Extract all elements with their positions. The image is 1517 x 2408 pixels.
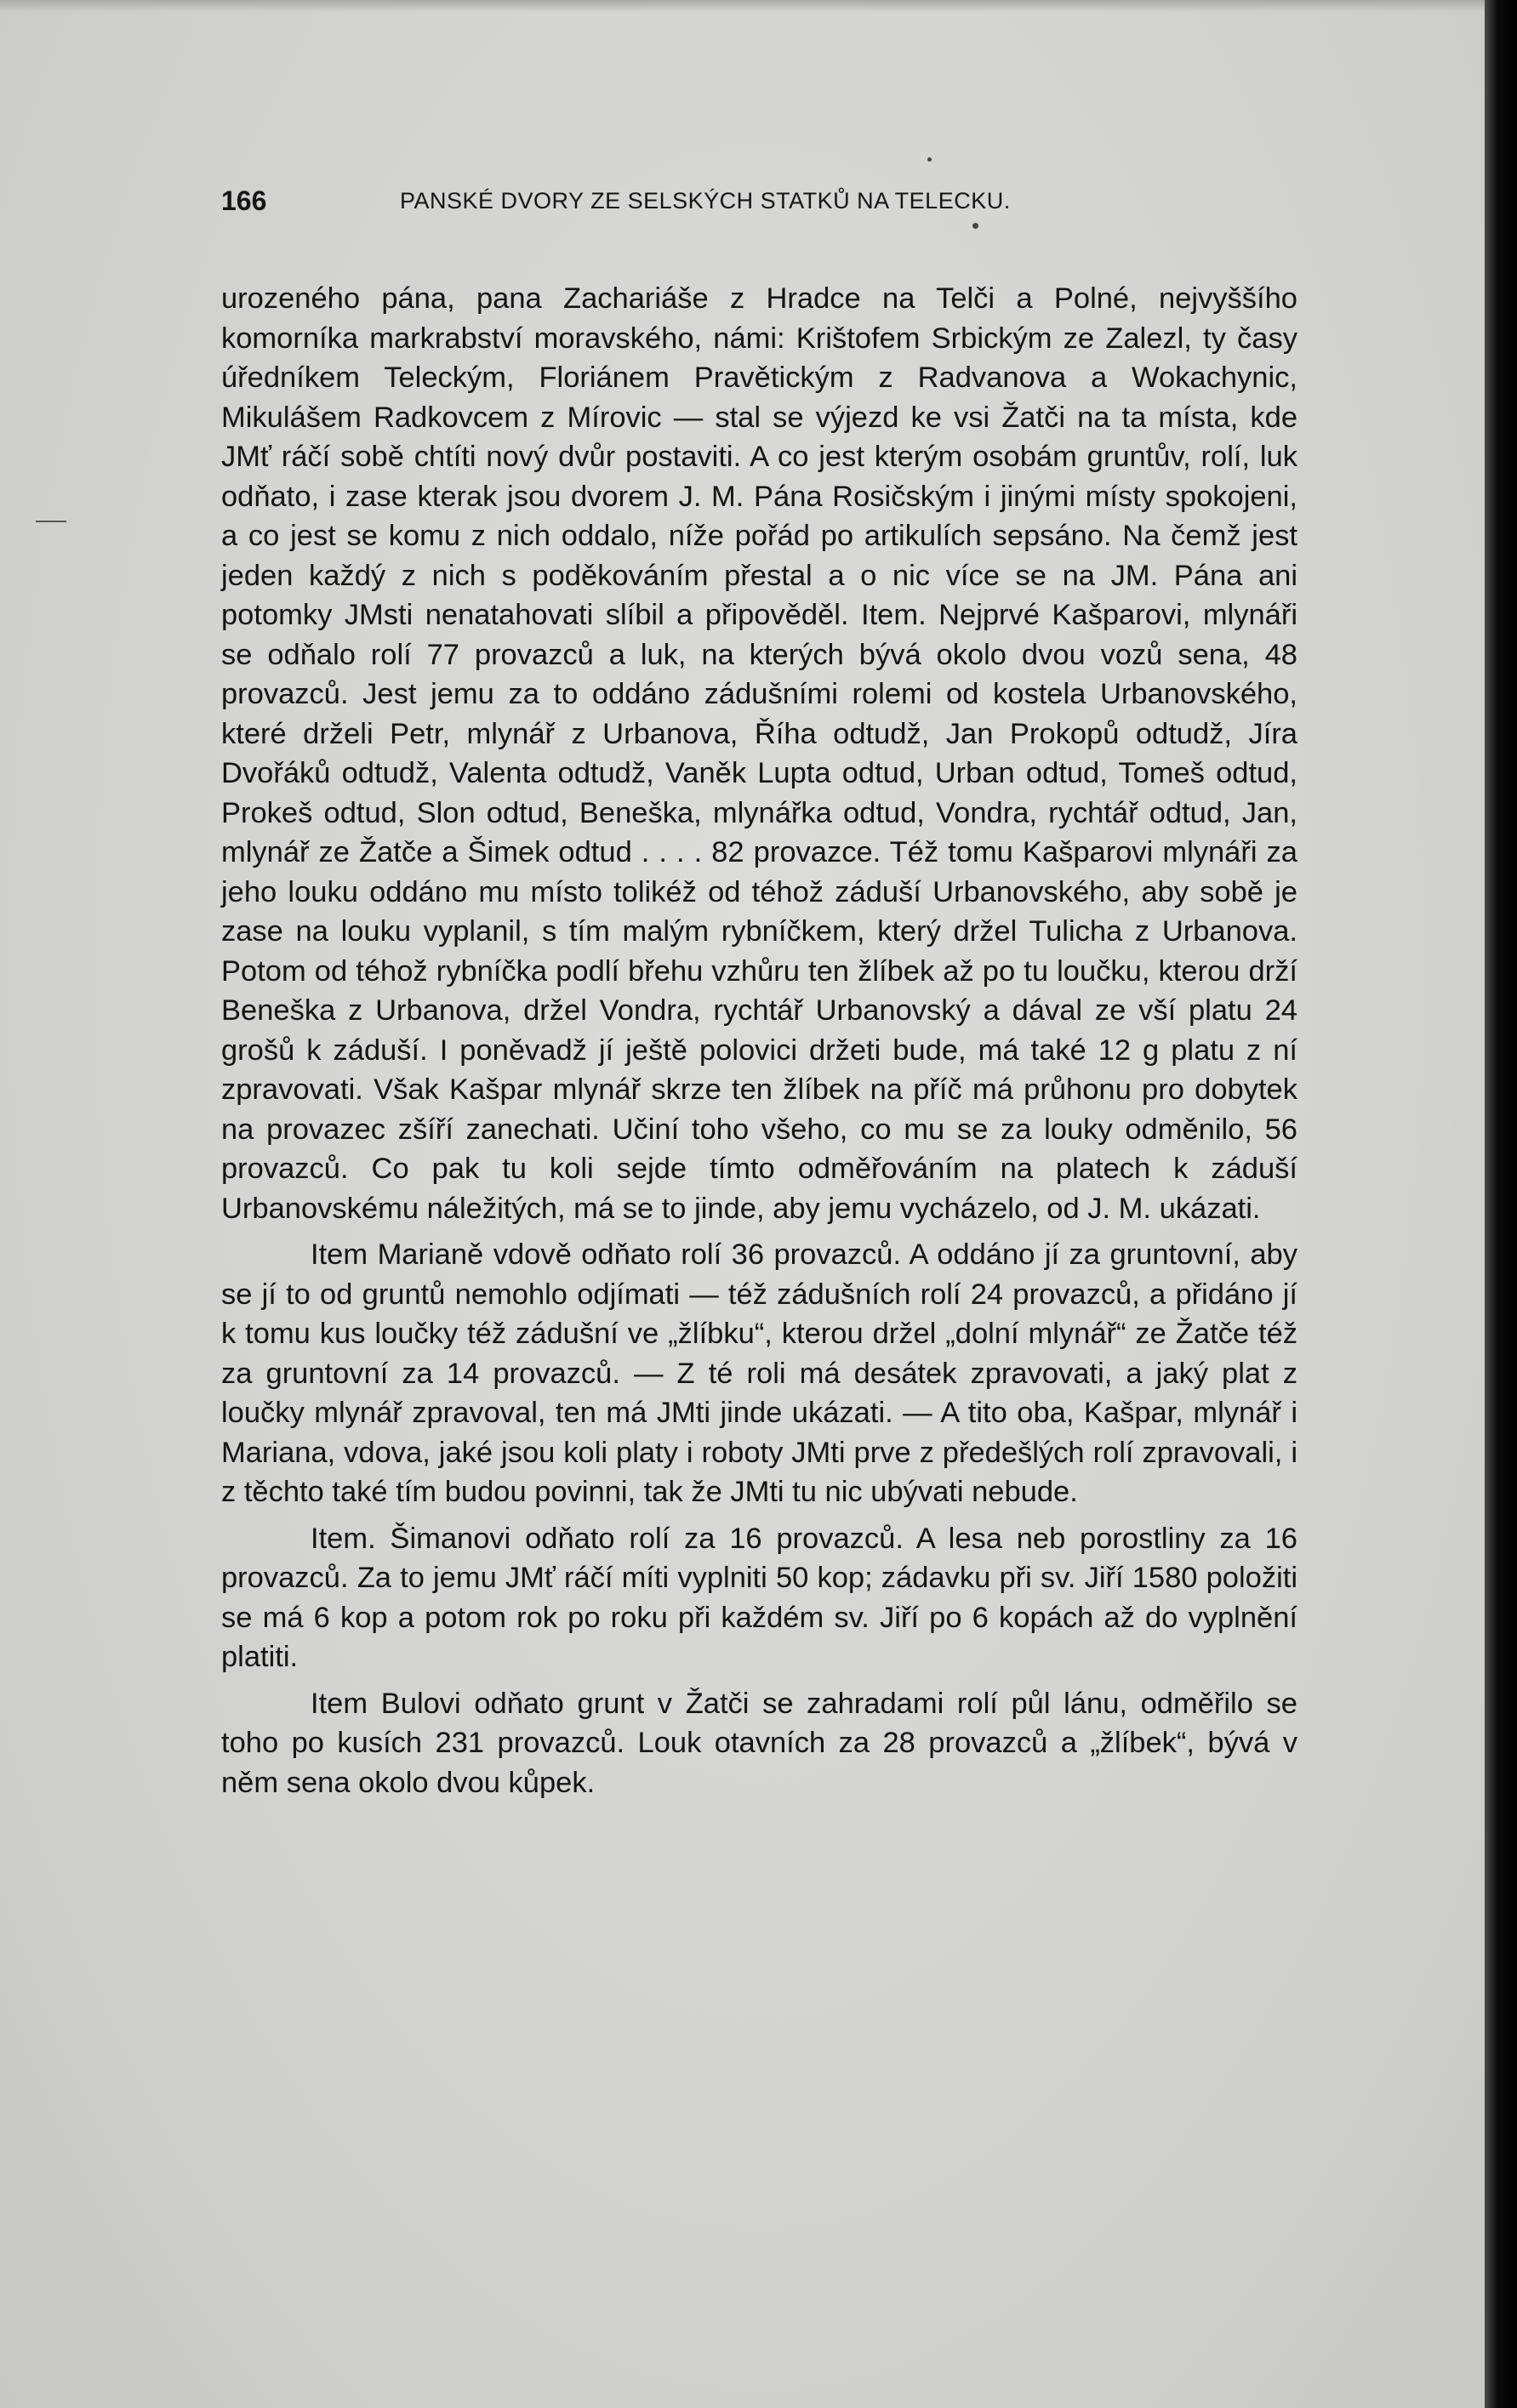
speck [927, 157, 932, 162]
running-title: PANSKÉ DVORY ZE SELSKÝCH STATKŮ NA TELECKU. [400, 188, 1011, 213]
paragraph-1: urozeného pána, pana Zachariáše z Hradce na Telči a Polné, nejvyššího komorníka markrabství moravského, námi: Krištofem Srbickým ze Zalezl, ty časy úředníkem Teleckým, Floriánem Pravětickým z Radvanova a Wokachynic, Mikulášem Radkovcem z Mírovic — stal se výjezd ke vsi Žatči na ta místa, kde JMť ráčí sobě chtíti nový dvůr postaviti. A co jest kterým osobám gruntův, rolí, luk odňato, i zase kterak jsou dvorem J. M. Pána Rosičským i jinými místy spokojeni, a co jest se komu z nich oddalo, níže pořád po artikulích sepsáno. Na čemž jest jeden každý z nich s poděkováním přestal a o nic více se na JM. Pána ani potomky JMsti nenatahovati slíbil a připověděl. Item. Nejprvé Kašparovi, mlynáři se odňalo rolí 77 provazců a luk, na kterých bývá okolo dvou vozů sena, 48 provazců. Jest jemu za to oddáno zádušními rolemi od kostela Urbanovského, které drželi Petr, mlynář z Urbanova, Říha odtudž, Jan Prokopů odtudž, Jíra Dvořáků odtudž, Valenta odtudž, Vaněk Lupta odtud, Urban odtud, Tomeš odtud, Prokeš odtud, Slon odtud, Beneška, mlynářka odtud, Vondra, rychtář odtud, Jan, mlynář ze Žatče a Šimek odtud . . . . 82 provazce. Též tomu Kašparovi mlynáři za jeho louku oddáno mu místo tolikéž od téhož záduší Urbanovského, aby sobě je zase na louku vyplanil, s tím malým rybníčkem, který držel Tulicha z Urbanova. Potom od téhož rybníčka podlí břehu vzhůru ten žlíbek až po tu loučku, kterou drží Beneška z Urbanova, držel Vondra, rychtář Urbanovský a dával ze vší platu 24 grošů k záduší. I poněvadž jí ještě polovici držeti bude, má také 12 g platu z ní zpravovati. Však Kašpar mlynář skrze ten žlíbek na příč má průhonu pro dobytek na provazec zšíří zanechati. Učiní toho všeho, co mu se za louky odměnilo, 56 provazců. Co pak tu koli sejde tímto odměřováním na platech k záduší Urbanovskému náležitých, má se to jinde, aby jemu vycházelo, od J. M. ukázati. [221, 282, 1297, 1225]
paragraph-3: Item. Šimanovi odňato rolí za 16 provazců. A lesa neb porostliny za 16 provazců. Za to jemu JMť ráčí míti vyplniti 50 kop; zádavku při sv. Jiří 1580 položiti se má 6 kop a potom rok po roku při každém sv. Jiří po 6 kopách až do vyplnění platiti. [221, 1522, 1297, 1673]
speck [972, 223, 978, 229]
paragraph-4: Item Bulovi odňato grunt v Žatči se zahradami rolí půl lánu, odměřilo se toho po kusích 231 provazců. Louk otavních za 28 provazců a „žlíbek“, bývá v něm sena okolo dvou kůpek. [221, 1687, 1297, 1799]
page-top-shadow [0, 0, 1517, 12]
paragraph-2: Item Marianě vdově odňato rolí 36 provazců. A oddáno jí za gruntovní, aby se jí to od gruntů nemohlo odjímati — též zádušních rolí 24 provazců, a přidáno jí k tomu kus loučky též zádušní ve „žlíbku“, kterou držel „dolní mlynář“ ze Žatče též za gruntovní za 14 provazců. — Z té roli má desátek zpravovati, a jaký plat z loučky mlynář zpravoval, ten má JMti jinde ukázati. — A tito oba, Kašpar, mlynář i Mariana, vdova, jaké jsou koli platy i roboty JMti prve z předešlých rolí zpravovali, i z těchto také tím budou povinni, tak že JMti tu nic ubývati nebude. [221, 1238, 1297, 1508]
margin-mark [36, 521, 66, 522]
page-number: 166 [221, 185, 267, 216]
body-text [221, 279, 1297, 1802]
page-header [221, 185, 1123, 219]
page-right-edge [1485, 0, 1517, 2408]
